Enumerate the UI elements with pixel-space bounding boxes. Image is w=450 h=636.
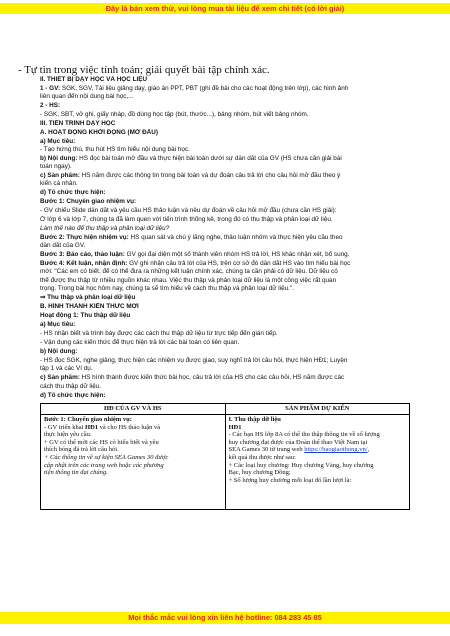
table-cell-right	[225, 415, 410, 510]
cell-line: kết quả thu được như sau:	[228, 453, 296, 461]
activity-title: A. HOẠT ĐỘNG KHỞI ĐỘNG (MỞ ĐẦU)	[40, 129, 158, 136]
cell-line: thích bóng đá trả lời câu hỏi.	[44, 446, 119, 454]
paragraph: - Tạo hứng thú, thu hút HS tìm hiểu nội dung bài học.	[40, 146, 190, 153]
cell-line: tiện thông tin đại chúng.	[44, 469, 108, 477]
table-header-cell: HĐ CỦA GV VÀ HS	[41, 404, 226, 415]
cell-line: + GV có thể mời các HS có hiểu biết và yêu	[44, 438, 159, 446]
text: GV ghi nhận câu trả lời của HS, trên cơ sở đó dẫn dắt HS vào tìm hiểu bài học	[127, 260, 351, 267]
preview-banner: Đây là bản xem thử, vui lòng mua tài liệu để xem chi tiết (có lời giải)	[0, 3, 450, 14]
label: a) Mục tiêu:	[40, 138, 76, 145]
paragraph: - GV chiếu Slide dẫn dắt và yêu cầu HS thảo luận và nêu dự đoán về câu hỏi mở đầu (chưa cần HS giải):	[40, 207, 337, 214]
label: Bước 4: Kết luận, nhận định:	[40, 260, 128, 267]
cell-line: thực hiện yêu cầu.	[44, 431, 92, 439]
label: a) Mục tiêu:	[40, 321, 76, 328]
cell-text: và cho HS thảo luận và	[98, 423, 161, 431]
paragraph: Ở lớp 6 và lớp 7, chúng ta đã làm quen với tiến trình thống kê, trong đó có thu thập và phân loại dữ liệu.	[40, 216, 333, 223]
paragraph: dẫn dắt của GV.	[40, 242, 86, 249]
source-link[interactable]: https://baogiaothong.vn/	[304, 446, 368, 454]
text: HS quan sát và chú ý lắng nghe, thảo luận nhóm và thực hiện yêu cầu theo	[128, 234, 343, 241]
activity-title: Hoạt động 1: Thu thập dữ liệu	[40, 312, 131, 319]
paragraph	[40, 155, 410, 163]
text: GV gọi đại diện một số thành viên nhóm HS trả lời, HS khác nhận xét, bổ sung.	[124, 251, 350, 258]
label: Bước 2: Thực hiện nhiệm vụ:	[40, 234, 129, 241]
cell-line: - Các bạn HS lớp 8A có thể thu thập thông tin về số lượng	[228, 431, 380, 439]
cell-text: SEA Games 30 từ trang web	[228, 446, 305, 454]
cell-text: ,	[367, 446, 370, 454]
table-header-row	[41, 404, 410, 415]
cell-text-bold: HĐ1	[85, 423, 99, 431]
paragraph	[40, 85, 410, 93]
cell-text: - GV triển khai	[44, 423, 86, 431]
table-cell-left	[41, 415, 226, 510]
cell-line: + Các loại huy chương: Huy chương Vàng, huy chương	[228, 461, 374, 469]
label: b) Nội dung:	[40, 155, 78, 162]
label: 1 - GV:	[40, 85, 61, 92]
paragraph: cách thu thập dữ liệu.	[40, 383, 102, 390]
cell-line	[44, 424, 222, 432]
text: HS hình thành được kiến thức bài học, câu trả lời của HS cho các câu hỏi, HS nắm được các	[79, 374, 345, 381]
cell-line: Bạc, huy chương Đồng;	[228, 469, 291, 477]
section-title: III. TIẾN TRÌNH DẠY HỌC	[40, 120, 116, 127]
label: 2 - HS:	[40, 102, 61, 109]
paragraph: tập 1 và các Ví dụ.	[40, 365, 93, 372]
cell-title: I. Thu thập dữ liệu	[228, 416, 281, 423]
cell-line: + Số lượng huy chương mỗi loại đó lần lượt là:	[228, 476, 352, 484]
cell-line: huy chương đạt được của Đoàn thể thao Việt Nam tại	[228, 438, 368, 446]
cell-line	[229, 446, 407, 454]
paragraph: mới: "Các em có biết, để có thể đưa ra những kết luận chính xác, chúng ta cần phải có dữ liệu. Dữ liệu có	[40, 268, 338, 275]
text: SGK, SGV, Tài liệu giảng dạy, giáo án PPT, PBT (ghi đề bài cho các hoạt động trên lớp), các hình ảnh	[60, 85, 349, 92]
paragraph: thể được thu thập từ nhiều nguồn khác nhau. Việc thu thập và phân loại dữ liệu là một công việc rất quan	[40, 277, 337, 284]
paragraph	[40, 251, 410, 259]
paragraph	[40, 374, 410, 382]
paragraph: toán ngay).	[40, 163, 72, 170]
label: b) Nội dung:	[40, 348, 78, 355]
paragraph: Làm thế nào để thu thập và phân loại dữ liệu?	[40, 225, 170, 232]
cell-title: Bước 1: Chuyển giao nhiệm vụ:	[44, 416, 132, 423]
section-title: II. THIẾT BỊ DẠY HỌC VÀ HỌC LIỆU	[40, 76, 148, 83]
paragraph: - HS đọc SGK, nghe giảng, thực hiện các nhiệm vụ được giao, suy nghĩ trả lời câu hỏi, thực hiện HĐ1; Luyện	[40, 357, 348, 364]
cell-line: cập nhật trên các trang web hoặc các phương	[44, 461, 164, 469]
paragraph: trọng. Trong bài học hôm nay, chúng ta sẽ tìm hiểu về cách thu thập và phân loại dữ liệu.".	[40, 285, 294, 292]
table-row	[41, 415, 410, 510]
paragraph: liên quan đến nội dung bài học,...	[40, 93, 134, 100]
table-header-cell: SẢN PHẨM DỰ KIẾN	[225, 404, 410, 415]
paragraph: - SGK, SBT, vở ghi, giấy nháp, đồ dùng học tập (bút, thước...), bảng nhóm, bút viết bảng nhóm.	[40, 111, 309, 118]
label: d) Tổ chức thực hiện:	[40, 189, 106, 196]
paragraph: - Vận dụng các kiến thức để thực hiện trả lời các bài toán có liên quan.	[40, 339, 240, 346]
paragraph	[40, 260, 410, 268]
hotline-banner: Mọi thắc mắc vui lòng xin liên hệ hotline: 084 283 45 85	[0, 612, 450, 624]
activity-table	[40, 403, 410, 510]
paragraph: kiến cá nhân.	[40, 180, 78, 187]
activity-title: B. HÌNH THÀNH KIẾN THỨC MỚI	[40, 303, 139, 310]
cell-subtitle: HĐ1	[228, 423, 242, 431]
paragraph	[40, 234, 410, 242]
text: HS đọc bài toán mở đầu và thực hiện bài toán dưới sự dẫn dắt của GV (HS chưa cần giải bài	[77, 155, 342, 162]
lead-bullet: - Tự tin trong việc tính toán; giải quyết bài tập chính xác.	[18, 64, 270, 76]
paragraph	[40, 172, 410, 180]
cell-line: + Các thông tin về sự kiện SEA Games 30 được	[44, 453, 169, 461]
label: d) Tổ chức thực hiện:	[40, 392, 106, 399]
label: c) Sản phẩm:	[40, 172, 80, 179]
step-title: Bước 1: Chuyển giao nhiệm vụ:	[40, 198, 137, 205]
conclusion-arrow: ⇒ Thu thập và phân loại dữ liệu	[40, 294, 136, 301]
text: HS nắm được các thông tin trong bài toán và dự đoán câu trả lời cho câu hỏi mở đầu theo ý	[79, 172, 341, 179]
label: Bước 3: Báo cáo, thảo luận:	[40, 251, 125, 258]
label: c) Sản phẩm:	[40, 374, 80, 381]
paragraph: - HS nhận biết và trình bày được các cách thu thập dữ liệu từ trực tiếp đến gián tiếp.	[40, 330, 278, 337]
